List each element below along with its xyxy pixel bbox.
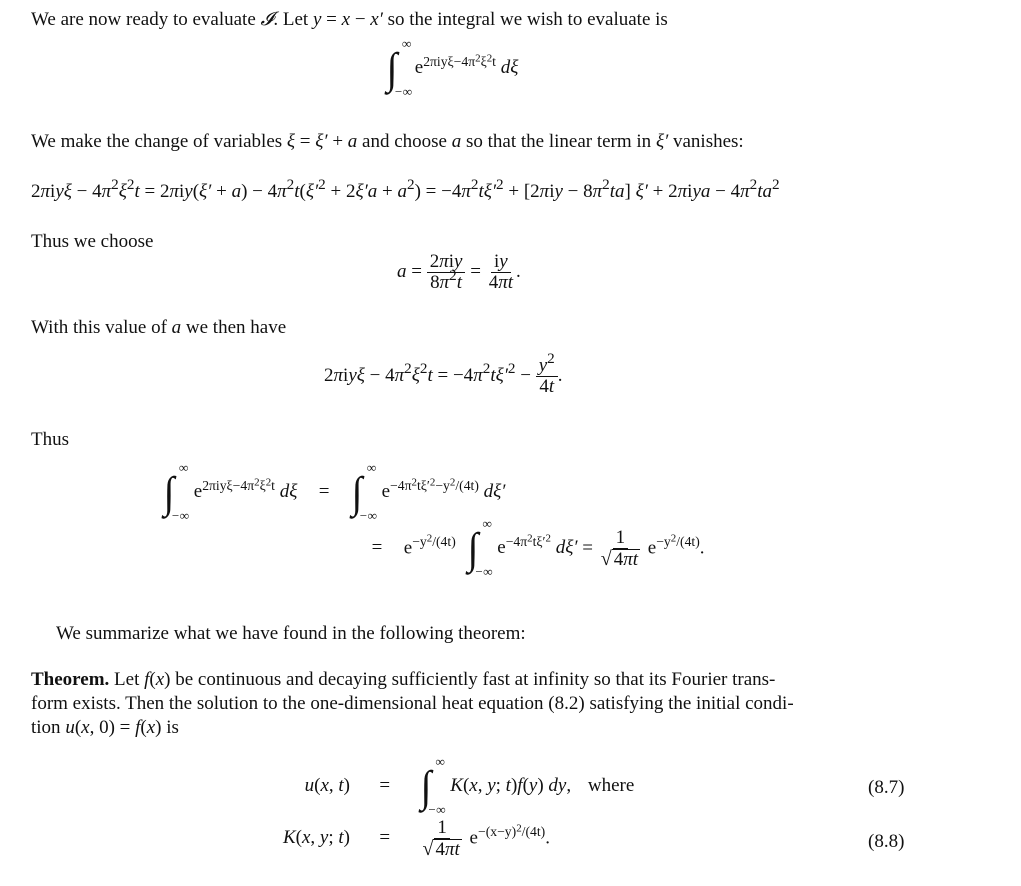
text-is: is xyxy=(166,717,179,738)
equation-number-8-8: (8.8) xyxy=(868,831,905,852)
equation-expansion: $2\pi iy\xi - 4\pi^2\xi^2t = 2\pi iy(\xi' + a) - 4\pi^2t(\xi'^2 + 2\xi'a + a^2) = -4\pi^2t\xi'^2 + [2\pi iy - 8\pi^2ta] \xi' + 2\pi iya - 4\pi^2ta^2$ xyxy=(31,176,780,202)
text-let: . Let xyxy=(273,9,309,30)
text-so-that: so that the linear term in xyxy=(465,131,652,152)
paragraph-with-value: With this value of a we then have xyxy=(31,317,287,338)
paragraph-thus-choose: Thus we choose xyxy=(31,231,154,252)
theorem-heading: Theorem. xyxy=(31,669,110,690)
text-integral-intro: so the integral we wish to evaluate is xyxy=(387,9,668,30)
paragraph-change-variables: We make the change of variables ξ = ξ′ + a and choose a so that the linear term in ξ′ vanishes: xyxy=(31,131,744,152)
text-and-choose: and choose xyxy=(362,131,447,152)
equation-derivation-line-2: = $e^{-y^2/(4t)}$ ∫ ∞ −∞ $e^{-4\pi^2t\xi'^2}$ dξ′ = 1 √ 4πt $e^{-y^2/(4t)}$. xyxy=(371,516,705,579)
theorem-line-1: Theorem. Let f(x) be continuous and decaying sufficiently fast at infinity so that its Fourier trans- xyxy=(31,669,776,690)
equation-number-8-7: (8.7) xyxy=(868,777,905,798)
paragraph-intro: We are now ready to evaluate 𝓘. Let y = x − x′ so the integral we wish to evaluate is xyxy=(31,9,668,30)
equation-derivation-line-1: ∫ ∞ −∞ $e^{2\pi iy\xi-4\pi^2\xi^2t}$ dξ = ∫ ∞ −∞ $e^{-4\pi^2t\xi'^2-y^2/(4t)}$ dξ′ xyxy=(163,460,506,523)
text-tion: tion xyxy=(31,717,61,738)
paragraph-thus: Thus xyxy=(31,429,69,450)
theorem-line-2: form exists. Then the solution to the one-dimensional heat equation (8.2) satisfying the initial condi- xyxy=(31,693,794,714)
theorem-line-3: tion u(x, 0) = f(x) is xyxy=(31,717,179,738)
equation-8-8: K(x, y; t) = 1 √ 4πt $e^{-(x-y)^2/(4t)}$. xyxy=(282,817,550,860)
equation-integral-1: ∫ ∞ −∞ $e^{2\pi iy\xi-4\pi^2\xi^2t}$ dξ xyxy=(386,36,519,99)
symbol-I: 𝓘 xyxy=(260,9,274,30)
text-let-f: Let xyxy=(114,669,140,690)
text-intro: We are now ready to evaluate xyxy=(31,9,256,30)
equation-choose-a: a = $\frac{\text{2πiy}}{8\pi^2t}$ = $\frac{iy}{4\pi t}$ . xyxy=(397,251,521,293)
integral-sign: ∫ ∞ −∞ xyxy=(386,36,413,99)
equation-completed-square: $2\pi iy\xi - 4\pi^2\xi^2t = -4\pi^2t\xi'^2$ − $\frac{y^2}{4t}$ . xyxy=(324,350,563,397)
text-vanishes: vanishes: xyxy=(672,131,744,152)
text-where: where xyxy=(587,775,635,797)
text-with-value: With this value of xyxy=(31,317,167,338)
text-we-then-have: we then have xyxy=(185,317,287,338)
paragraph-summary: We summarize what we have found in the following theorem: xyxy=(56,623,526,644)
equation-8-7: u(x, t) = ∫ ∞ −∞ K(x, y; t)f(y) dy, where xyxy=(304,754,635,817)
text-theorem-body: be continuous and decaying sufficiently fast at infinity so that its Fourier trans- xyxy=(175,669,776,690)
text-change: We make the change of variables xyxy=(31,131,283,152)
